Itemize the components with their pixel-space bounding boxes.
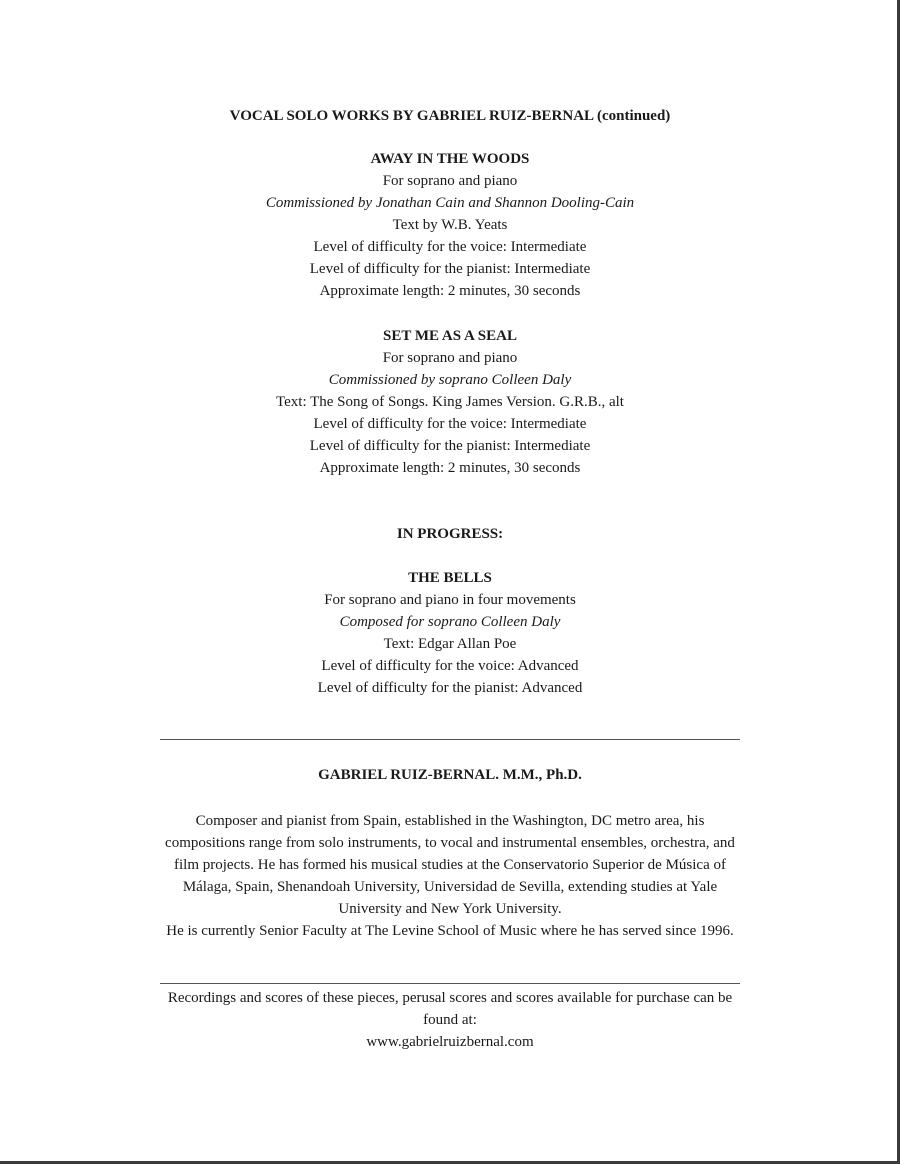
work-text-credit: Text: The Song of Songs. King James Version. G.R.B., alt [276,394,624,410]
heading-main: VOCAL SOLO WORKS BY GABRIEL RUIZ-BERNAL [229,108,594,124]
bio-name: GABRIEL RUIZ-BERNAL. M.M., Ph.D. [318,767,582,783]
work-title: THE BELLS [408,570,492,586]
work-instrumentation: For soprano and piano [382,173,518,189]
work-length: Approximate length: 2 minutes, 30 seconds [319,283,581,299]
bio-paragraph [100,810,800,942]
work-text-credit: Text: Edgar Allan Poe [383,636,517,652]
page-heading [0,105,900,127]
work-text-credit: Text by W.B. Yeats [392,217,508,233]
work-voice-level: Level of difficulty for the voice: Advanced [321,658,579,674]
bio-line: Composer and pianist from Spain, established in the Washington, DC metro area, his [195,813,705,829]
work-length: Approximate length: 2 minutes, 30 seconds [319,460,581,476]
bio-line: University and New York University. [338,901,562,917]
divider-rule [160,739,740,740]
work-title: AWAY IN THE WOODS [370,151,530,167]
website-link[interactable]: www.gabrielruizbernal.com [366,1034,534,1050]
in-progress-heading-block [0,523,900,545]
bio-line: film projects. He has formed his musical studies at the Conservatorio Superior de Música of [174,857,726,873]
work-voice-level: Level of difficulty for the voice: Intermediate [313,239,587,255]
footer-block [0,987,900,1053]
footer-line: Recordings and scores of these pieces, perusal scores and scores available for purchase can be [167,990,733,1006]
bio-line: compositions range from solo instruments, to vocal and instrumental ensembles, orchestra, and [165,835,735,851]
work-instrumentation: For soprano and piano [382,350,518,366]
divider-rule [160,983,740,984]
work-composed-for: Composed for soprano Colleen Daly [339,614,561,630]
work-piano-level: Level of difficulty for the pianist: Intermediate [309,438,591,454]
footer-line: found at: [423,1012,477,1028]
work-commission: Commissioned by Jonathan Cain and Shannon Dooling-Cain [265,195,635,211]
work-piano-level: Level of difficulty for the pianist: Intermediate [309,261,591,277]
work-voice-level: Level of difficulty for the voice: Intermediate [313,416,587,432]
in-progress-heading: IN PROGRESS: [396,526,504,542]
work-title: SET ME AS A SEAL [383,328,517,344]
bio-line: Málaga, Spain, Shenandoah University, Universidad de Sevilla, extending studies at Yale [182,879,718,895]
bio-line: He is currently Senior Faculty at The Levine School of Music where he has served since 1996. [166,923,734,939]
bio-name-block [0,764,900,786]
work-piano-level: Level of difficulty for the pianist: Advanced [317,680,583,696]
work-away-in-the-woods [0,148,900,302]
work-the-bells [0,567,900,699]
work-set-me-as-a-seal [0,325,900,479]
work-commission: Commissioned by soprano Colleen Daly [328,372,572,388]
work-instrumentation: For soprano and piano in four movements [324,592,576,608]
heading-suffix: (continued) [596,108,671,124]
